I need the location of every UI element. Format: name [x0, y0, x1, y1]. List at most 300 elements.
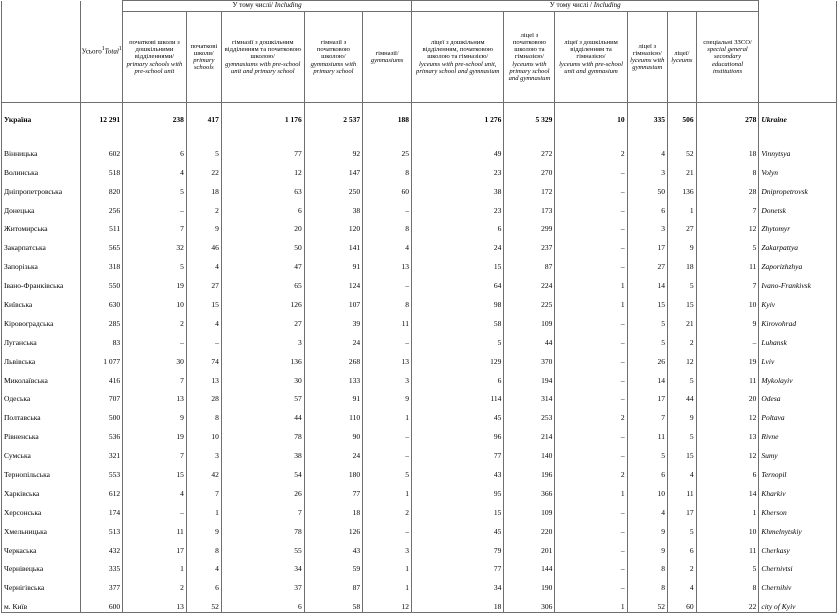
table-row [2, 593, 837, 612]
value-col-4: 38 [304, 197, 362, 216]
table-row [2, 404, 837, 423]
region-name-en: Kharkiv [759, 480, 837, 499]
value-col-6: 95 [412, 480, 504, 499]
region-name-en: Poltava [759, 404, 837, 423]
column-header-11: спеціальні ЗЗСО/ special general secondary educational institutions [696, 12, 759, 103]
value-col-2: 4 [186, 310, 221, 329]
value-col-2: 2 [186, 197, 221, 216]
region-name-en: Zhytomyr [759, 216, 837, 235]
value-col-11: – [696, 329, 759, 348]
value-col-9: 4 [627, 140, 667, 159]
value-col-7: 172 [504, 178, 555, 197]
value-col-5: – [363, 423, 412, 442]
value-col-5: – [363, 197, 412, 216]
value-col-1: 4 [123, 480, 187, 499]
value-col-1: 7 [123, 216, 187, 235]
value-col-5: – [363, 442, 412, 461]
value-col-9: 5 [627, 442, 667, 461]
region-name-ua: Полтавська [2, 404, 81, 423]
value-col-9: 335 [627, 112, 667, 125]
value-col-1: 7 [123, 367, 187, 386]
table-row [2, 140, 837, 159]
value-col-3: 136 [221, 348, 304, 367]
value-col-3: 34 [221, 556, 304, 575]
value-col-6: 43 [412, 461, 504, 480]
value-col-11: 13 [696, 423, 759, 442]
value-col-8: – [555, 329, 627, 348]
value-col-10: 9 [667, 404, 696, 423]
table-row [2, 348, 837, 367]
total-value: 321 [80, 442, 122, 461]
value-col-2: 15 [186, 291, 221, 310]
value-col-1: 19 [123, 423, 187, 442]
region-name-en: Ternopil [759, 461, 837, 480]
table-row [2, 574, 837, 593]
value-col-1: 1 [123, 556, 187, 575]
value-col-6: 15 [412, 253, 504, 272]
value-col-11: 11 [696, 253, 759, 272]
value-col-8: – [555, 348, 627, 367]
value-col-9: 9 [627, 537, 667, 556]
value-col-11: 8 [696, 159, 759, 178]
region-name-ua: Вінницька [2, 140, 81, 159]
value-col-6: 34 [412, 574, 504, 593]
total-value: 600 [80, 593, 122, 612]
total-value: 707 [80, 386, 122, 405]
value-col-6: 77 [412, 556, 504, 575]
value-col-10: 44 [667, 386, 696, 405]
value-col-6: 114 [412, 386, 504, 405]
value-col-7: 196 [504, 461, 555, 480]
total-value: 335 [80, 556, 122, 575]
value-col-8: – [555, 499, 627, 518]
column-header-3: гімназії з дошкільним відділенням та початковою школою/ gymnasiums with pre-school unit and primary school [221, 12, 304, 103]
region-name-en: Donetsk [759, 197, 837, 216]
total-value: 12 291 [80, 112, 122, 125]
value-col-4: 107 [304, 291, 362, 310]
table-row [2, 234, 837, 253]
including-header-right: У тому числі / Including [412, 1, 759, 12]
value-col-8: – [555, 556, 627, 575]
value-col-9: 50 [627, 178, 667, 197]
value-col-7: 5 329 [504, 112, 555, 125]
value-col-4: 43 [304, 537, 362, 556]
value-col-11: 14 [696, 480, 759, 499]
total-value: 416 [80, 367, 122, 386]
value-col-11: 10 [696, 518, 759, 537]
value-col-11: 5 [696, 556, 759, 575]
value-col-4: 91 [304, 253, 362, 272]
value-col-2: – [186, 329, 221, 348]
value-col-9: 17 [627, 234, 667, 253]
value-col-2: 9 [186, 216, 221, 235]
value-col-7: 224 [504, 272, 555, 291]
value-col-6: 23 [412, 159, 504, 178]
value-col-5: 5 [363, 461, 412, 480]
value-col-6: 64 [412, 272, 504, 291]
value-col-3: 27 [221, 310, 304, 329]
table-row [2, 367, 837, 386]
value-col-7: 173 [504, 197, 555, 216]
value-col-6: 15 [412, 499, 504, 518]
region-name-ua: Запорізька [2, 253, 81, 272]
region-name-en: Odesa [759, 386, 837, 405]
region-name-ua: Донецька [2, 197, 81, 216]
value-col-1: – [123, 329, 187, 348]
total-value: 511 [80, 216, 122, 235]
table-row [2, 499, 837, 518]
value-col-4: 180 [304, 461, 362, 480]
region-name-en: Chernihiv [759, 574, 837, 593]
value-col-9: 27 [627, 253, 667, 272]
value-col-10: 60 [667, 593, 696, 612]
value-col-3: 50 [221, 234, 304, 253]
value-col-2: 9 [186, 518, 221, 537]
value-col-8: – [555, 423, 627, 442]
value-col-2: 7 [186, 480, 221, 499]
region-name-en: Kherson [759, 499, 837, 518]
value-col-7: 87 [504, 253, 555, 272]
total-header: Усього$^1$Total$^1$ [80, 1, 122, 103]
value-col-5: 1 [363, 480, 412, 499]
value-col-3: 57 [221, 386, 304, 405]
value-col-11: 11 [696, 367, 759, 386]
value-col-10: 5 [667, 272, 696, 291]
value-col-11: 12 [696, 404, 759, 423]
value-col-5: 11 [363, 310, 412, 329]
value-col-8: – [555, 537, 627, 556]
total-value: 565 [80, 234, 122, 253]
value-col-7: 370 [504, 348, 555, 367]
value-col-8: 1 [555, 272, 627, 291]
value-col-3: 126 [221, 291, 304, 310]
value-col-4: 120 [304, 216, 362, 235]
table-row [2, 556, 837, 575]
value-col-6: 6 [412, 367, 504, 386]
schools-by-region-table [1, 0, 837, 613]
value-col-4: 18 [304, 499, 362, 518]
value-col-9: 6 [627, 197, 667, 216]
region-name-ua: Миколаївська [2, 367, 81, 386]
column-header-4: гімназії з початковою школою/ gymnasiums with primary school [304, 12, 362, 103]
value-col-4: 250 [304, 178, 362, 197]
region-name-en: Zaporizhzhya [759, 253, 837, 272]
value-col-6: 58 [412, 310, 504, 329]
value-col-7: 190 [504, 574, 555, 593]
value-col-3: 55 [221, 537, 304, 556]
table-row [2, 310, 837, 329]
value-col-3: 47 [221, 253, 304, 272]
value-col-4: 147 [304, 159, 362, 178]
value-col-5: 3 [363, 537, 412, 556]
value-col-2: 27 [186, 272, 221, 291]
value-col-10: 5 [667, 367, 696, 386]
value-col-5: 25 [363, 140, 412, 159]
value-col-7: 314 [504, 386, 555, 405]
value-col-1: 19 [123, 272, 187, 291]
value-col-6: 1 276 [412, 112, 504, 125]
value-col-1: – [123, 499, 187, 518]
value-col-8: – [555, 574, 627, 593]
value-col-8: – [555, 442, 627, 461]
value-col-9: 15 [627, 291, 667, 310]
region-name-ua: Хмельницька [2, 518, 81, 537]
table-row [2, 480, 837, 499]
value-col-5: 3 [363, 367, 412, 386]
region-name-ua: Житомирська [2, 216, 81, 235]
value-col-9: 4 [627, 499, 667, 518]
region-header-en [759, 1, 837, 103]
region-name-en: city of Kyiv [759, 593, 837, 612]
value-col-5: 13 [363, 348, 412, 367]
value-col-9: 9 [627, 518, 667, 537]
value-col-6: 6 [412, 216, 504, 235]
value-col-3: 78 [221, 423, 304, 442]
region-name-ua: Івано-Франківська [2, 272, 81, 291]
value-col-5: 9 [363, 386, 412, 405]
value-col-8: 10 [555, 112, 627, 125]
region-name-en: Ukraine [759, 112, 837, 125]
value-col-4: 24 [304, 329, 362, 348]
region-name-en: Luhansk [759, 329, 837, 348]
value-col-10: 1 [667, 197, 696, 216]
column-header-5: гімназії/ gymnasiums [363, 12, 412, 103]
value-col-10: 27 [667, 216, 696, 235]
value-col-9: 5 [627, 310, 667, 329]
region-name-ua: Волинська [2, 159, 81, 178]
value-col-4: 110 [304, 404, 362, 423]
value-col-9: 5 [627, 329, 667, 348]
value-col-1: 11 [123, 518, 187, 537]
value-col-2: 22 [186, 159, 221, 178]
value-col-7: 220 [504, 518, 555, 537]
region-name-ua: Херсонська [2, 499, 81, 518]
region-name-ua: Харківська [2, 480, 81, 499]
value-col-7: 194 [504, 367, 555, 386]
column-header-6: ліцеї з дошкільним відділенням, початковою школою та гімназією/ lyceums with pre-school unit, primary school and gymnasium [412, 12, 504, 103]
value-col-2: 10 [186, 423, 221, 442]
value-col-3: 1 176 [221, 112, 304, 125]
table-row [2, 461, 837, 480]
value-col-6: 77 [412, 442, 504, 461]
value-col-4: 124 [304, 272, 362, 291]
value-col-7: 44 [504, 329, 555, 348]
region-name-en: Rivne [759, 423, 837, 442]
value-col-1: – [123, 197, 187, 216]
value-col-2: 6 [186, 574, 221, 593]
region-name-ua: Чернігівська [2, 574, 81, 593]
value-col-4: 24 [304, 442, 362, 461]
value-col-11: 9 [696, 310, 759, 329]
value-col-10: 136 [667, 178, 696, 197]
value-col-4: 133 [304, 367, 362, 386]
region-name-en: Volyn [759, 159, 837, 178]
value-col-9: 14 [627, 367, 667, 386]
value-col-9: 6 [627, 461, 667, 480]
value-col-8: 2 [555, 461, 627, 480]
value-col-6: 45 [412, 518, 504, 537]
region-name-en: Zakarpattya [759, 234, 837, 253]
region-name-en: Khmelnytskiy [759, 518, 837, 537]
value-col-11: 10 [696, 291, 759, 310]
value-col-6: 45 [412, 404, 504, 423]
value-col-8: – [555, 159, 627, 178]
region-name-ua: Черкаська [2, 537, 81, 556]
value-col-3: 30 [221, 367, 304, 386]
value-col-10: 15 [667, 291, 696, 310]
value-col-1: 17 [123, 537, 187, 556]
value-col-10: 9 [667, 234, 696, 253]
total-value: 318 [80, 253, 122, 272]
value-col-7: 306 [504, 593, 555, 612]
value-col-7: 109 [504, 310, 555, 329]
table-row [2, 442, 837, 461]
value-col-9: 8 [627, 556, 667, 575]
value-col-1: 13 [123, 593, 187, 612]
region-name-en: Kyiv [759, 291, 837, 310]
total-value: 630 [80, 291, 122, 310]
value-col-2: 8 [186, 404, 221, 423]
value-col-9: 26 [627, 348, 667, 367]
value-col-8: – [555, 310, 627, 329]
total-value: 553 [80, 461, 122, 480]
value-col-10: 5 [667, 423, 696, 442]
total-value: 285 [80, 310, 122, 329]
value-col-11: 18 [696, 140, 759, 159]
value-col-1: 13 [123, 386, 187, 405]
total-value: 602 [80, 140, 122, 159]
value-col-6: 129 [412, 348, 504, 367]
value-col-6: 49 [412, 140, 504, 159]
value-col-4: 141 [304, 234, 362, 253]
total-value: 256 [80, 197, 122, 216]
value-col-8: – [555, 197, 627, 216]
total-value: 377 [80, 574, 122, 593]
value-col-8: – [555, 178, 627, 197]
value-col-5: – [363, 518, 412, 537]
total-value: 518 [80, 159, 122, 178]
table-row [2, 178, 837, 197]
region-name-en: Ivano-Frankivsk [759, 272, 837, 291]
value-col-10: 17 [667, 499, 696, 518]
value-col-8: – [555, 234, 627, 253]
value-col-6: 5 [412, 329, 504, 348]
value-col-10: 4 [667, 461, 696, 480]
value-col-5: 60 [363, 178, 412, 197]
total-value: 820 [80, 178, 122, 197]
value-col-2: 4 [186, 253, 221, 272]
value-col-5: 8 [363, 291, 412, 310]
value-col-5: 8 [363, 159, 412, 178]
value-col-2: 74 [186, 348, 221, 367]
value-col-8: 1 [555, 593, 627, 612]
value-col-4: 268 [304, 348, 362, 367]
value-col-10: 21 [667, 159, 696, 178]
value-col-10: 11 [667, 480, 696, 499]
table-row [2, 216, 837, 235]
value-col-2: 4 [186, 556, 221, 575]
value-col-7: 366 [504, 480, 555, 499]
value-col-10: 2 [667, 329, 696, 348]
value-col-4: 2 537 [304, 112, 362, 125]
value-col-10: 15 [667, 442, 696, 461]
value-col-7: 253 [504, 404, 555, 423]
value-col-11: 11 [696, 537, 759, 556]
value-col-9: 3 [627, 159, 667, 178]
value-col-5: 1 [363, 574, 412, 593]
value-col-11: 7 [696, 197, 759, 216]
value-col-3: 6 [221, 197, 304, 216]
column-header-10: ліцеї/ lyceums [667, 12, 696, 103]
table-row [2, 423, 837, 442]
region-name-ua: м. Київ [2, 593, 81, 612]
value-col-6: 18 [412, 593, 504, 612]
value-col-11: 1 [696, 499, 759, 518]
value-col-5: 4 [363, 234, 412, 253]
total-value: 513 [80, 518, 122, 537]
value-col-4: 91 [304, 386, 362, 405]
region-name-ua: Львівська [2, 348, 81, 367]
value-col-11: 278 [696, 112, 759, 125]
value-col-11: 7 [696, 272, 759, 291]
value-col-4: 39 [304, 310, 362, 329]
region-name-en: Lviv [759, 348, 837, 367]
value-col-5: 188 [363, 112, 412, 125]
value-col-8: – [555, 367, 627, 386]
region-name-ua: Сумська [2, 442, 81, 461]
value-col-3: 77 [221, 140, 304, 159]
value-col-4: 59 [304, 556, 362, 575]
including-header-left: У тому числі/ Including [123, 1, 412, 12]
value-col-1: 30 [123, 348, 187, 367]
value-col-11: 20 [696, 386, 759, 405]
value-col-6: 79 [412, 537, 504, 556]
value-col-3: 6 [221, 593, 304, 612]
value-col-2: 417 [186, 112, 221, 125]
value-col-7: 144 [504, 556, 555, 575]
value-col-10: 6 [667, 537, 696, 556]
value-col-11: 28 [696, 178, 759, 197]
value-col-3: 78 [221, 518, 304, 537]
region-name-ua: Чернівецька [2, 556, 81, 575]
region-header-ua [2, 1, 81, 103]
total-value: 1 077 [80, 348, 122, 367]
value-col-5: 1 [363, 556, 412, 575]
region-name-en: Mykolayiv [759, 367, 837, 386]
value-col-10: 21 [667, 310, 696, 329]
value-col-3: 54 [221, 461, 304, 480]
value-col-3: 12 [221, 159, 304, 178]
region-name-en: Cherkasy [759, 537, 837, 556]
value-col-1: 32 [123, 234, 187, 253]
value-col-2: 3 [186, 442, 221, 461]
table-row [2, 386, 837, 405]
value-col-2: 5 [186, 140, 221, 159]
value-col-10: 506 [667, 112, 696, 125]
value-col-5: 12 [363, 593, 412, 612]
value-col-1: 7 [123, 442, 187, 461]
value-col-8: – [555, 216, 627, 235]
value-col-1: 2 [123, 310, 187, 329]
value-col-7: 214 [504, 423, 555, 442]
value-col-4: 92 [304, 140, 362, 159]
value-col-3: 65 [221, 272, 304, 291]
value-col-6: 38 [412, 178, 504, 197]
total-value: 536 [80, 423, 122, 442]
value-col-10: 12 [667, 348, 696, 367]
table-row [2, 253, 837, 272]
value-col-7: 201 [504, 537, 555, 556]
